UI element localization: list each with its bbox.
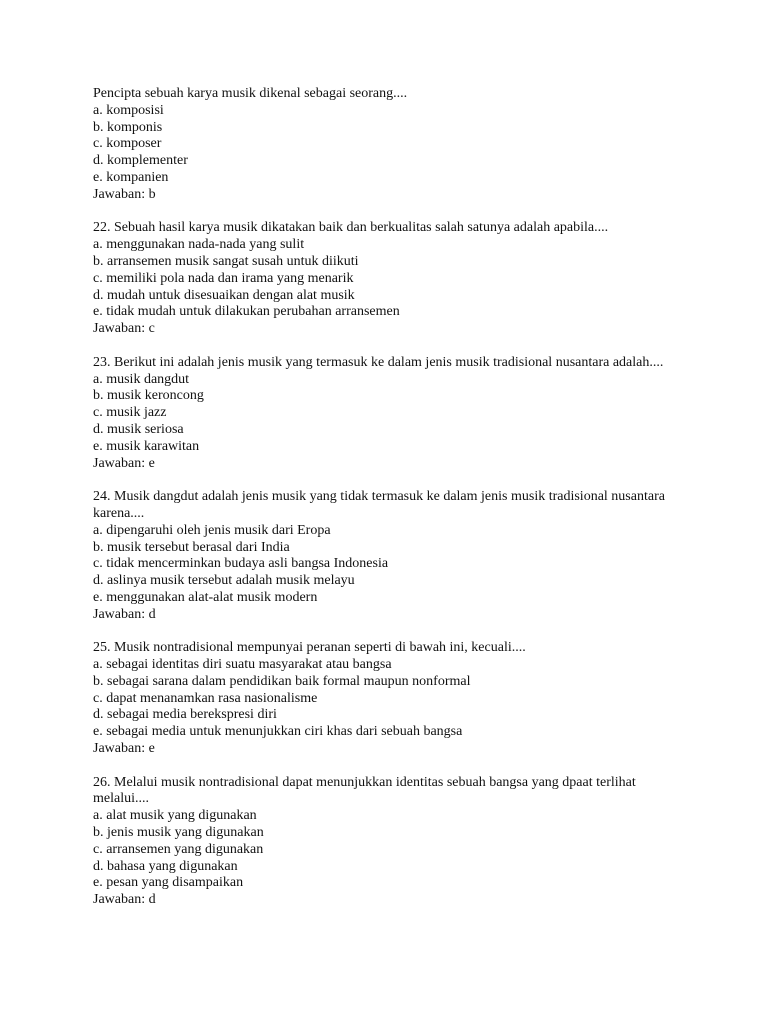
option-b: b. jenis musik yang digunakan — [93, 825, 264, 841]
option-e: e. musik karawitan — [93, 438, 200, 454]
option-b: b. musik tersebut berasal dari India — [93, 539, 290, 555]
option-a: a. sebagai identitas diri suatu masyarakat atau bangsa — [93, 657, 392, 673]
question-stem: Pencipta sebuah karya musik dikenal sebagai seorang.... — [93, 86, 408, 101]
option-a: a. komposisi — [93, 102, 164, 118]
option-e: e. menggunakan alat-alat musik modern — [93, 589, 318, 605]
question-stem: 25. Musik nontradisional mempunyai peranan seperti di bawah ini, kecuali.... — [93, 640, 526, 656]
option-e: e. tidak mudah untuk dilakukan perubahan arransemen — [93, 304, 400, 320]
option-c: c. memiliki pola nada dan irama yang menarik — [93, 270, 354, 286]
option-d: d. musik seriosa — [93, 421, 184, 437]
answer-key: Jawaban: e — [93, 741, 155, 757]
question-block — [93, 489, 683, 623]
option-a: a. alat musik yang digunakan — [93, 808, 257, 824]
option-a: a. menggunakan nada-nada yang sulit — [93, 237, 305, 253]
answer-key: Jawaban: e — [93, 455, 155, 471]
option-c: c. arransemen yang digunakan — [93, 841, 264, 857]
option-b: b. sebagai sarana dalam pendidikan baik formal maupun nonformal — [93, 673, 471, 689]
document-body — [93, 86, 683, 926]
question-stem: 23. Berikut ini adalah jenis musik yang termasuk ke dalam jenis musik tradisional nusantara adalah.... — [93, 354, 664, 370]
question-block — [93, 355, 683, 473]
answer-key: Jawaban: d — [93, 892, 156, 908]
option-c: c. tidak mencerminkan budaya asli bangsa Indonesia — [93, 556, 389, 572]
answer-key: Jawaban: c — [93, 321, 155, 337]
question-block — [93, 86, 683, 204]
option-d: d. aslinya musik tersebut adalah musik melayu — [93, 573, 355, 589]
question-stem: 26. Melalui musik nontradisional dapat menunjukkan identitas sebuah bangsa yang dpaat terlihat melalui.... — [93, 774, 636, 807]
question-stem: 22. Sebuah hasil karya musik dikatakan baik dan berkualitas salah satunya adalah apabila.... — [93, 220, 609, 236]
option-a: a. dipengaruhi oleh jenis musik dari Eropa — [93, 522, 331, 538]
option-e: e. sebagai media untuk menunjukkan ciri khas dari sebuah bangsa — [93, 724, 463, 740]
question-block — [93, 640, 683, 758]
option-d: d. mudah untuk disesuaikan dengan alat musik — [93, 287, 355, 303]
option-b: b. komponis — [93, 119, 163, 135]
option-d: d. sebagai media berekspresi diri — [93, 707, 277, 723]
question-block — [93, 220, 683, 338]
question-block — [93, 775, 683, 909]
option-c: c. musik jazz — [93, 405, 167, 421]
question-stem: 24. Musik dangdut adalah jenis musik yang tidak termasuk ke dalam jenis musik tradisional nusantara karena.... — [93, 489, 665, 521]
option-a: a. musik dangdut — [93, 371, 190, 387]
option-e: e. kompanien — [93, 169, 169, 185]
option-b: b. arransemen musik sangat susah untuk diikuti — [93, 253, 359, 269]
option-b: b. musik keroncong — [93, 388, 204, 404]
answer-key: Jawaban: b — [93, 186, 156, 202]
option-c: c. dapat menanamkan rasa nasionalisme — [93, 690, 318, 706]
option-d: d. komplementer — [93, 153, 188, 169]
answer-key: Jawaban: d — [93, 606, 156, 622]
option-e: e. pesan yang disampaikan — [93, 875, 244, 891]
option-c: c. komposer — [93, 136, 162, 152]
option-d: d. bahasa yang digunakan — [93, 858, 238, 874]
